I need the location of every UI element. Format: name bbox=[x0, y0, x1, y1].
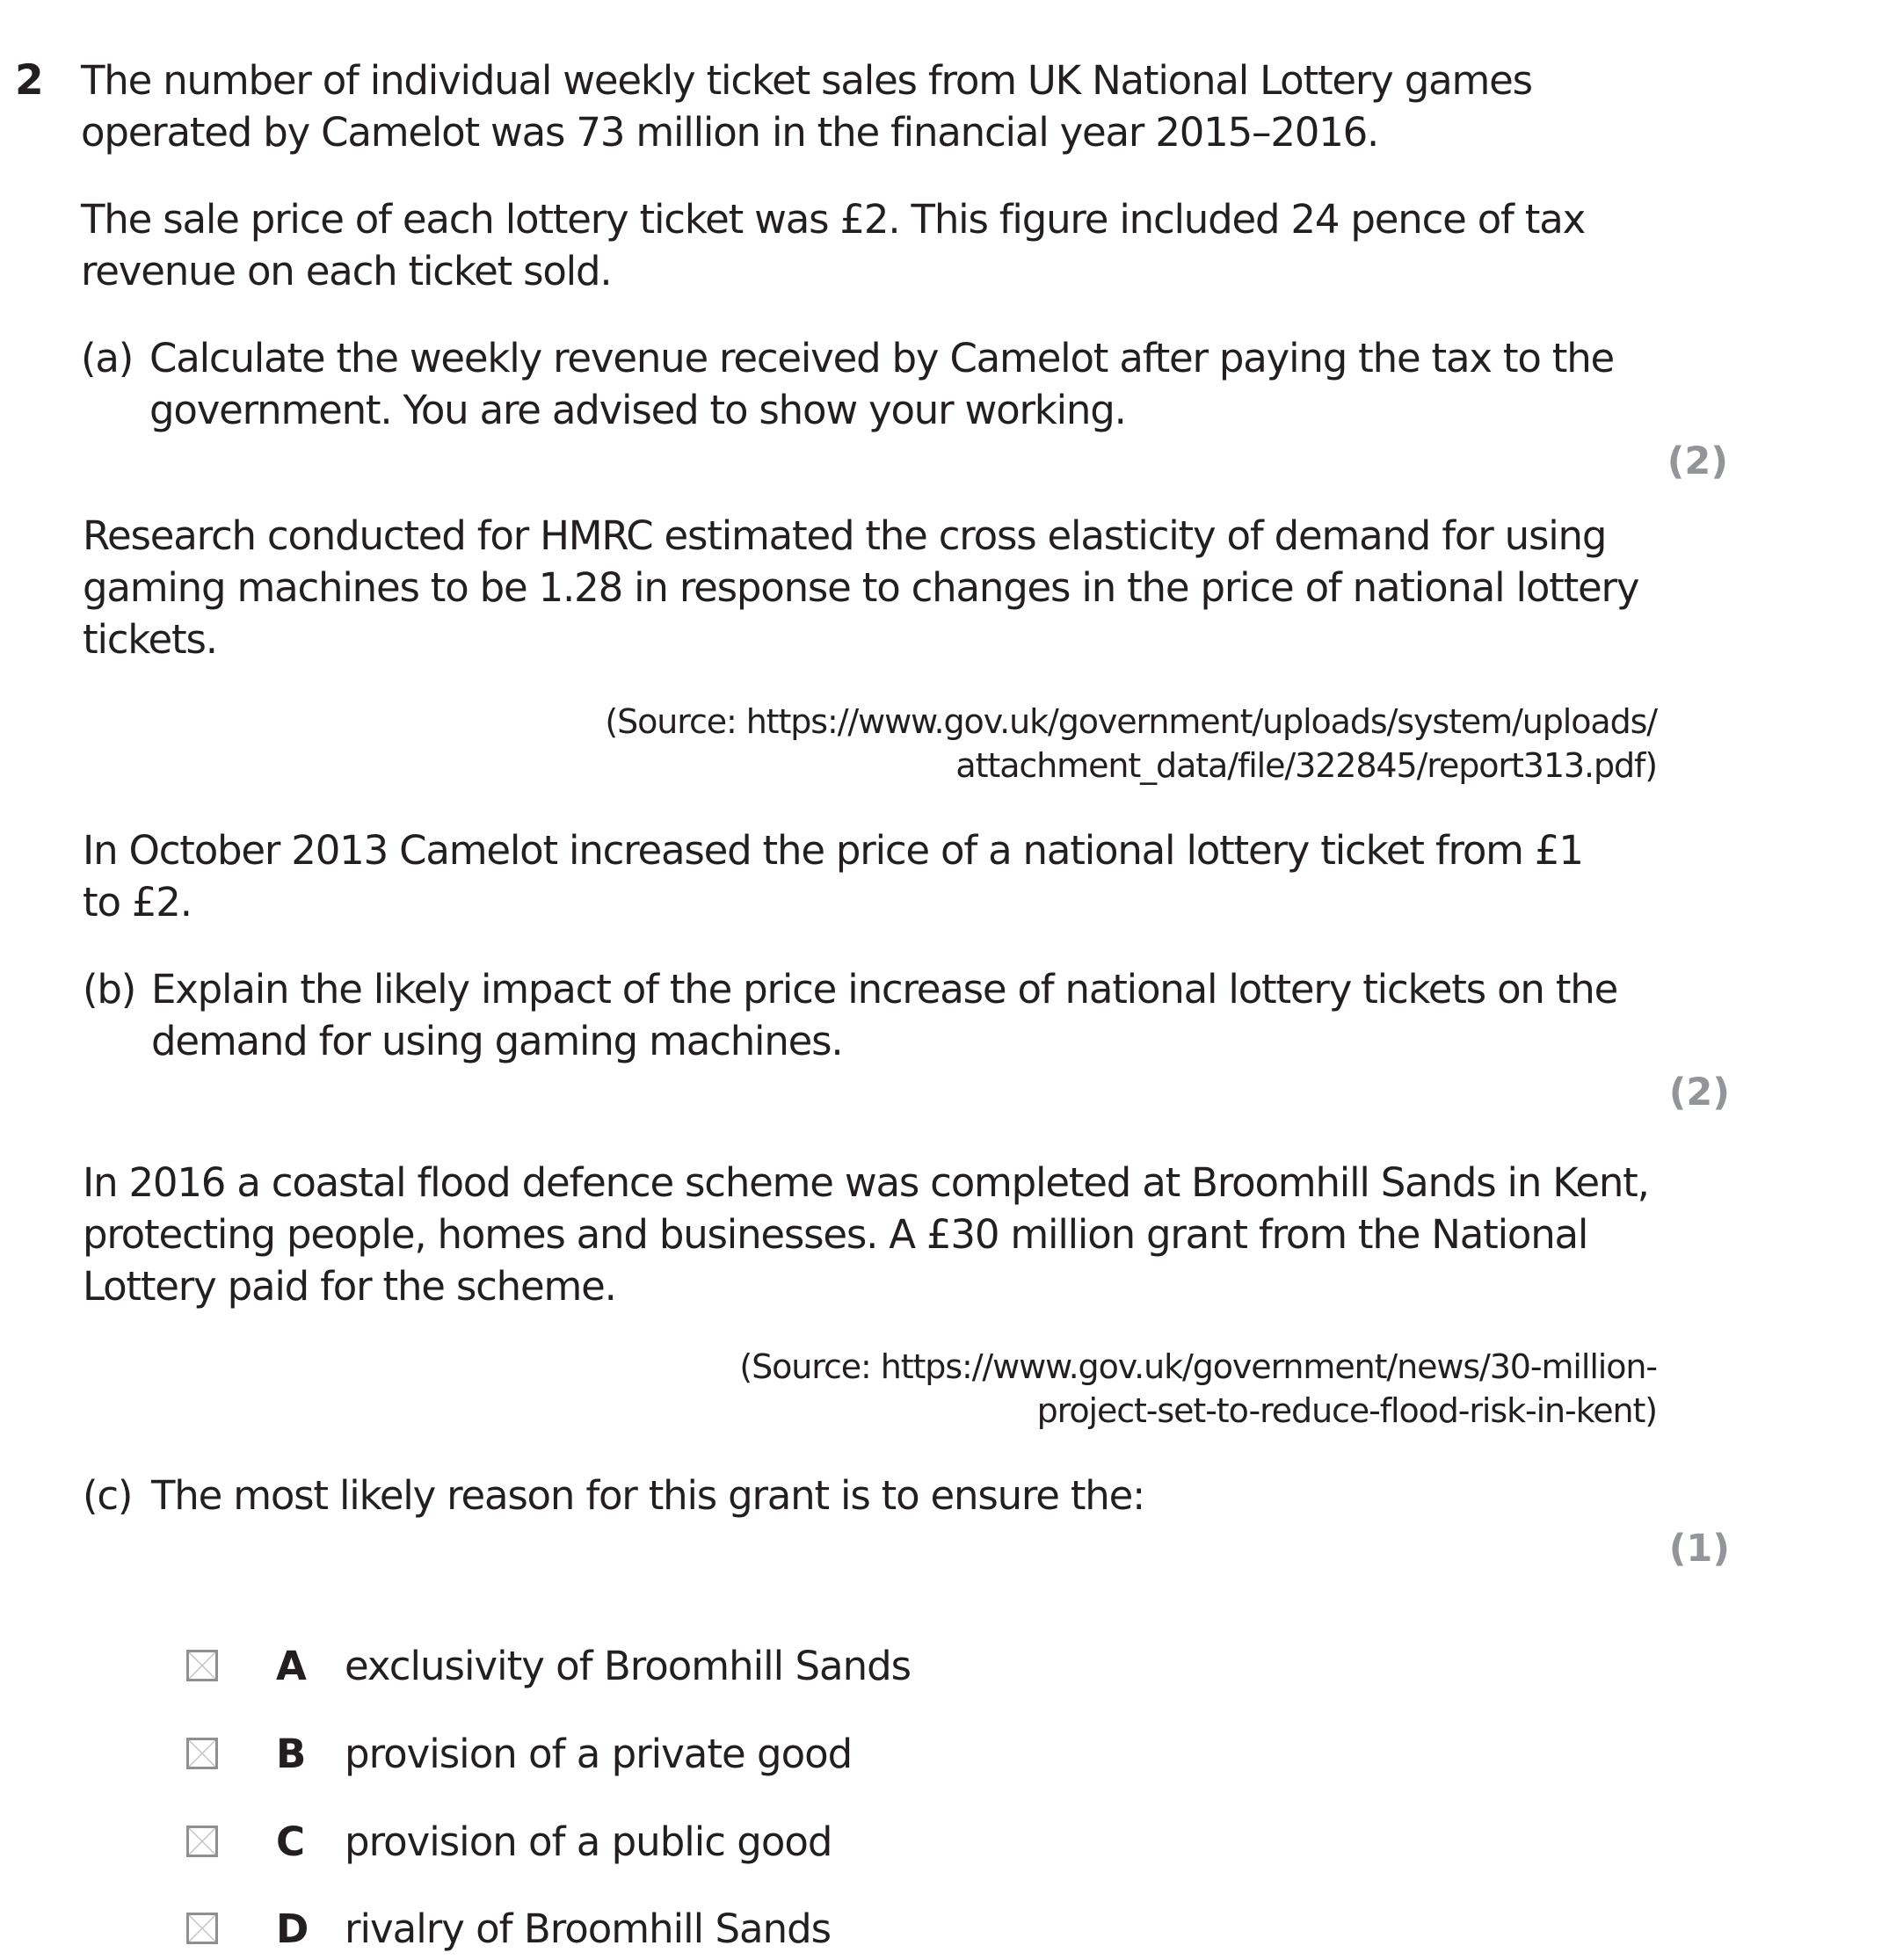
research-paragraph bbox=[83, 510, 1638, 665]
part-b-question bbox=[83, 963, 1617, 1067]
price-line: revenue on each ticket sold. bbox=[81, 248, 612, 294]
option-b bbox=[0, 1727, 852, 1780]
intro-line: operated by Camelot was 73 million in the financial year 2015–2016. bbox=[81, 109, 1379, 156]
checkbox-cross-icon bbox=[189, 1740, 215, 1767]
option-a-text: exclusivity of Broomhill Sands bbox=[345, 1642, 912, 1689]
price-line: The sale price of each lottery ticket was £2. This figure included 24 pence of tax bbox=[81, 196, 1586, 243]
option-d bbox=[0, 1902, 831, 1955]
question-number: 2 bbox=[15, 56, 44, 105]
flood-line: Lottery paid for the scheme. bbox=[83, 1263, 616, 1310]
source-line: (Source: https://www.gov.uk/government/uploads/system/uploads/ bbox=[605, 702, 1657, 741]
part-c-marks: (1) bbox=[1668, 1527, 1730, 1571]
october-line: In October 2013 Camelot increased the price of a national lottery ticket from £1 bbox=[83, 827, 1583, 874]
part-b-line: demand for using gaming machines. bbox=[151, 1018, 843, 1064]
source-citation-1 bbox=[605, 700, 1657, 788]
flood-paragraph bbox=[83, 1157, 1649, 1312]
option-c-letter: C bbox=[276, 1818, 306, 1865]
october-paragraph bbox=[83, 824, 1583, 928]
option-a-checkbox[interactable] bbox=[186, 1650, 218, 1681]
intro-paragraph bbox=[81, 54, 1532, 158]
option-b-text: provision of a private good bbox=[345, 1730, 853, 1777]
option-d-checkbox[interactable] bbox=[186, 1913, 218, 1944]
part-a-marks: (2) bbox=[1667, 439, 1728, 483]
option-c-text: provision of a public good bbox=[345, 1818, 832, 1865]
option-a bbox=[0, 1639, 911, 1692]
checkbox-cross-icon bbox=[189, 1652, 215, 1679]
flood-line: protecting people, homes and businesses. A £30 million grant from the National bbox=[83, 1211, 1588, 1258]
research-line: gaming machines to be 1.28 in response to changes in the price of national lottery bbox=[83, 564, 1639, 611]
part-c-line: The most likely reason for this grant is to ensure the: bbox=[151, 1472, 1145, 1519]
part-c-label: (c) bbox=[83, 1472, 133, 1519]
research-line: Research conducted for HMRC estimated the cross elasticity of demand for using bbox=[83, 512, 1607, 559]
option-d-letter: D bbox=[276, 1905, 309, 1952]
price-paragraph bbox=[81, 193, 1585, 297]
checkbox-cross-icon bbox=[189, 1828, 215, 1855]
option-c bbox=[0, 1815, 832, 1868]
part-a-question bbox=[81, 332, 1614, 436]
option-b-checkbox[interactable] bbox=[186, 1738, 218, 1769]
intro-line: The number of individual weekly ticket sales from UK National Lottery games bbox=[81, 57, 1532, 104]
part-a-line: government. You are advised to show your working. bbox=[149, 387, 1126, 433]
source-citation-2 bbox=[739, 1345, 1657, 1433]
part-a-label: (a) bbox=[81, 335, 134, 381]
option-d-text: rivalry of Broomhill Sands bbox=[345, 1905, 832, 1952]
october-line: to £2. bbox=[83, 879, 192, 926]
research-line: tickets. bbox=[83, 616, 217, 663]
flood-line: In 2016 a coastal flood defence scheme was completed at Broomhill Sands in Kent, bbox=[83, 1159, 1649, 1206]
part-c-question bbox=[83, 1470, 1144, 1521]
part-b-line: Explain the likely impact of the price increase of national lottery tickets on the bbox=[151, 966, 1618, 1013]
part-b-label: (b) bbox=[83, 966, 136, 1013]
source-line: project-set-to-reduce-flood-risk-in-kent) bbox=[1036, 1391, 1657, 1430]
part-a-line: Calculate the weekly revenue received by Camelot after paying the tax to the bbox=[149, 335, 1615, 381]
option-a-letter: A bbox=[276, 1642, 307, 1689]
source-line: (Source: https://www.gov.uk/government/news/30-million- bbox=[739, 1347, 1657, 1386]
option-b-letter: B bbox=[276, 1730, 307, 1777]
part-b-marks: (2) bbox=[1668, 1071, 1730, 1114]
option-c-checkbox[interactable] bbox=[186, 1826, 218, 1857]
checkbox-cross-icon bbox=[189, 1915, 215, 1942]
source-line: attachment_data/file/322845/report313.pdf) bbox=[955, 746, 1657, 785]
